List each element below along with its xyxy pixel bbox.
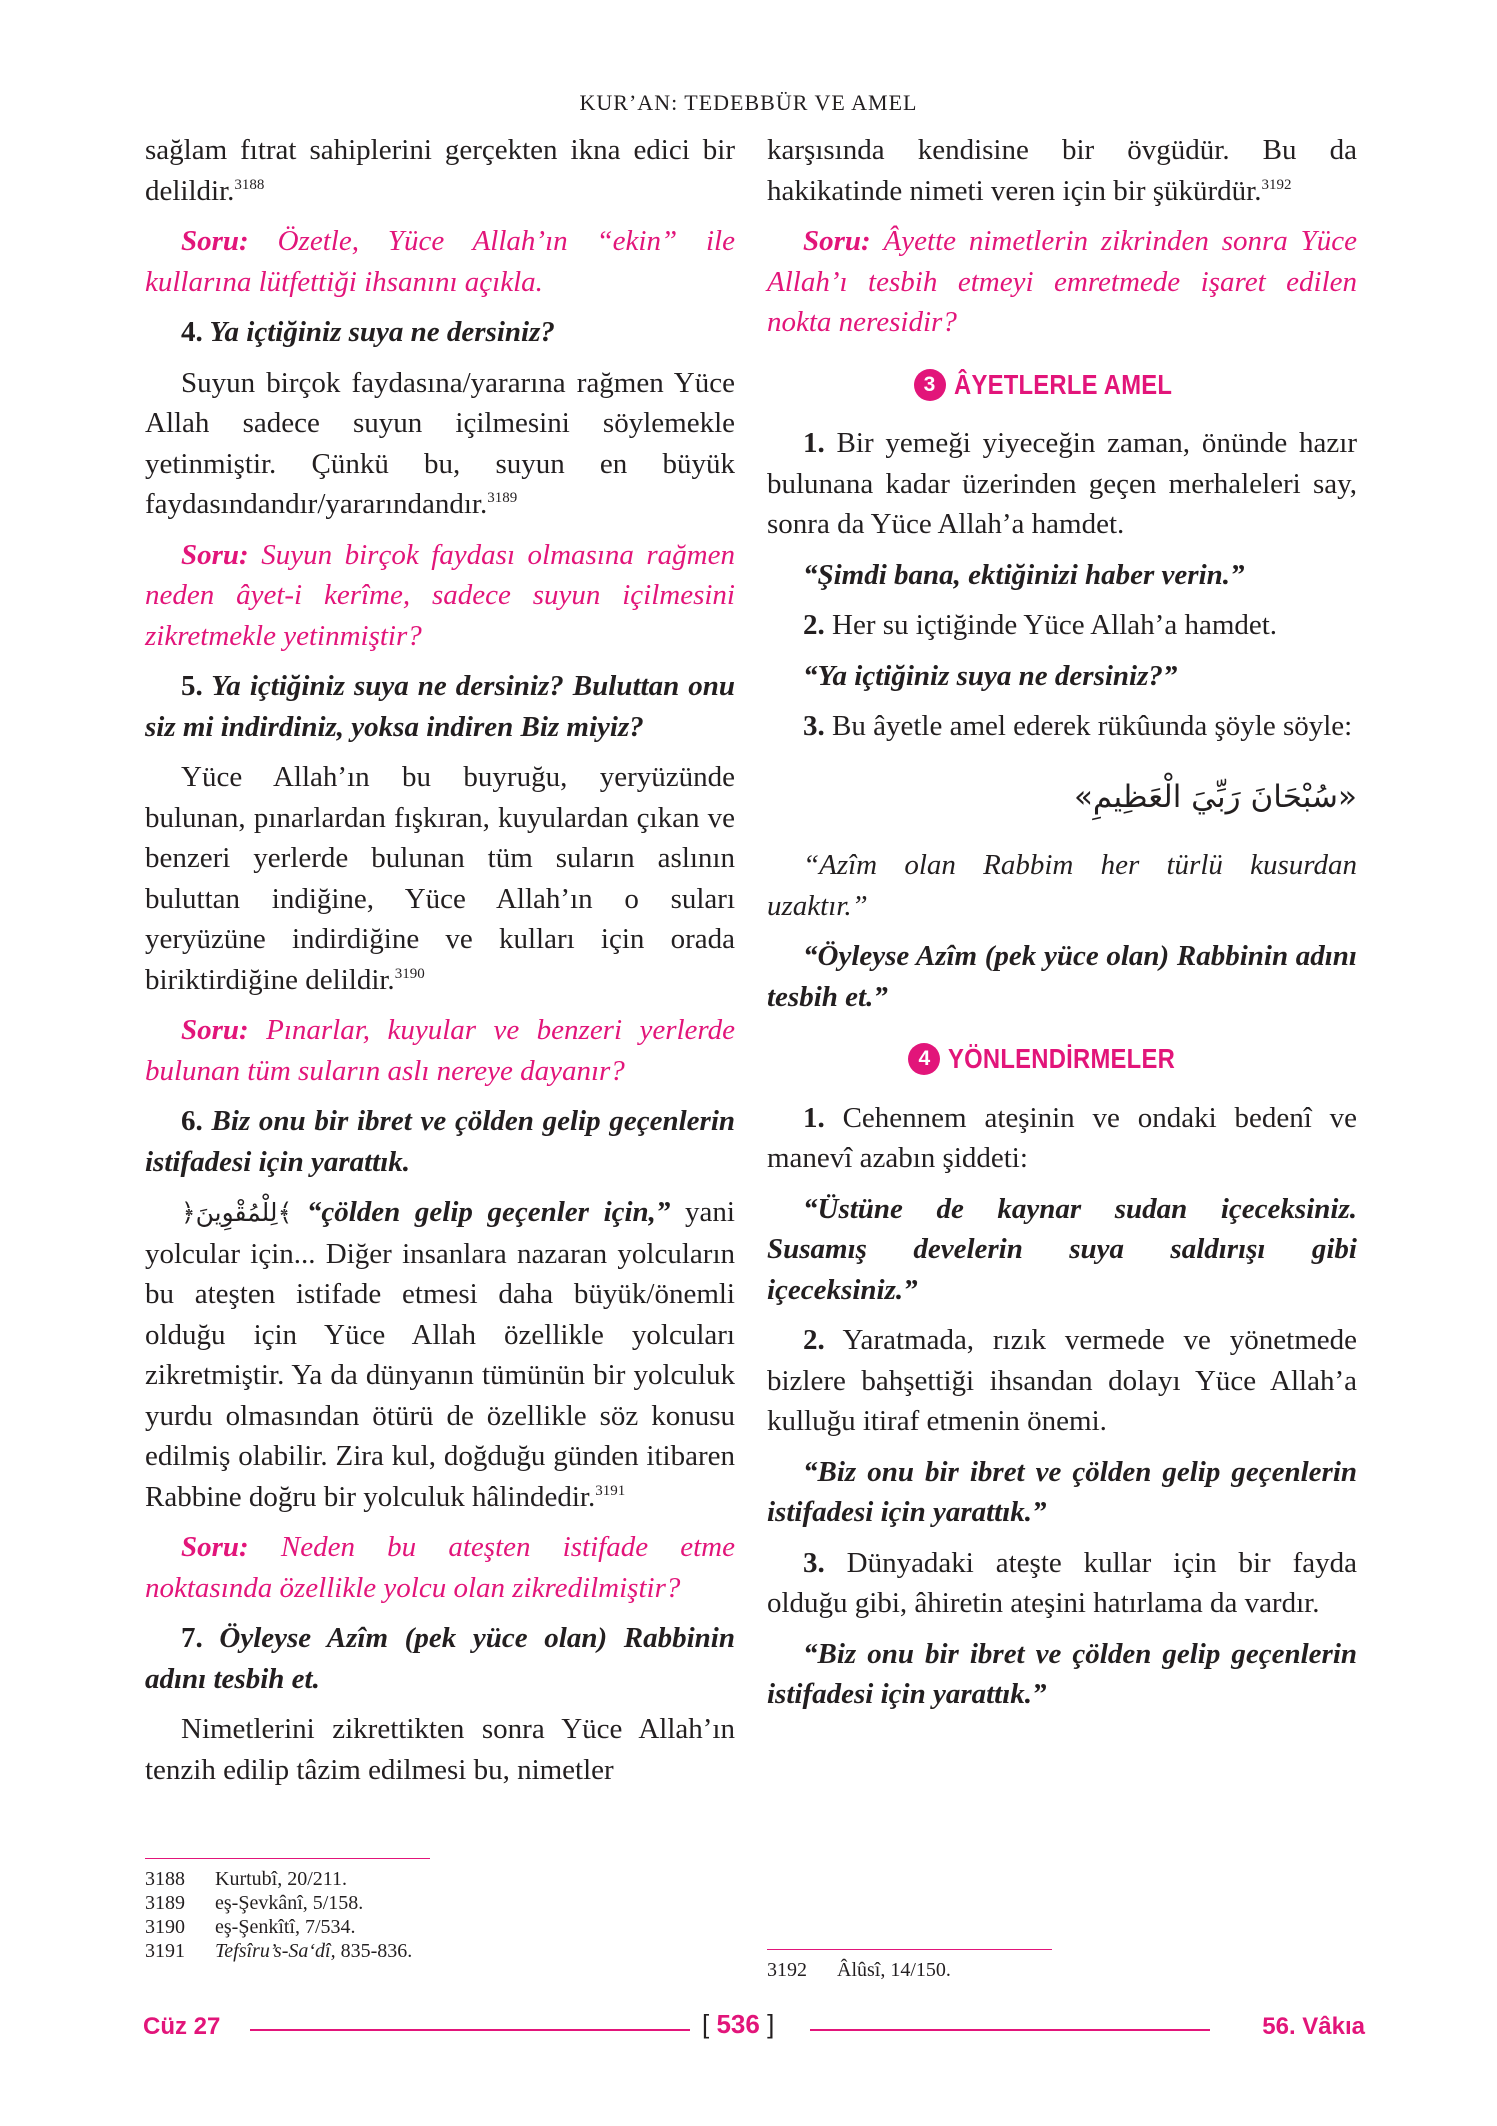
footnote-ref[interactable]: 3188 [234, 176, 265, 193]
footnote-ref[interactable]: 3189 [487, 490, 518, 506]
question: Soru: Suyun birçok faydası olmasına rağmen neden âyet-i kerîme, sadece suyun içilmesini zikretmekle yetinmiştir? [145, 538, 735, 652]
running-header: KUR’AN: TEDEBBÜR VE AMEL [579, 90, 918, 115]
verse-heading: 6. Biz onu bir ibret ve çölden gelip geçenlerin istifadesi için yarattık. [145, 1105, 735, 1178]
paragraph: 1. Bir yemeği yiyeceğin zaman, önünde hazır bulunana kadar üzerinden geçen merhaleleri say, sonra da Yüce Allah’a hamdet. [767, 427, 1357, 540]
verse-quote: “Biz onu bir ibret ve çölden gelip geçenlerin istifadesi için yarattık.” [767, 1455, 1357, 1528]
footnote: 3189 eş-Şevkânî, 5/158. [145, 1892, 364, 1914]
paragraph: karşısında kendisine bir övgüdür. Bu da hakikatinde nimeti veren için bir şükürdür.$^{3192}$ [767, 134, 1357, 207]
page-footer [0, 2009, 1497, 2053]
question: Soru: Âyette nimetlerin zikrinden sonra Yüce Allah’ı tesbih etmeyi emretmede işaret edilen nokta neresidir? [767, 225, 1357, 338]
paragraph: 1. Cehennem ateşinin ve ondaki bedenî ve manevî azabın şiddeti: [767, 1101, 1357, 1174]
paragraph: 3. Dünyadaki ateşte kullar için bir fayda olduğu gibi, âhiretin ateşini hatırlama da vardır. [767, 1546, 1357, 1619]
page-number: [ 536 ] [702, 2009, 775, 2039]
paragraph: sağlam fıtrat sahiplerini gerçekten ikna edici bir delildir.$^{3188}$ [145, 134, 735, 207]
paragraph: Suyun birçok faydasına/yararına rağmen Yüce Allah sadece suyun içilmesini söylemekle yetinmiştir. Çünkü bu, suyun en büyük faydasındandır/yararındandır.$^{3189}$ [145, 366, 735, 520]
verse-quote: “Öyleyse Azîm (pek yüce olan) Rabbinin adını tesbih et.” [767, 940, 1357, 1013]
footnote-rule [767, 1949, 1052, 1950]
question: Soru: Neden bu ateşten istifade etme noktasında özellikle yolcu olan zikredilmiştir? [145, 1531, 735, 1604]
question: Soru: Özetle, Yüce Allah’ın “ekin” ile kullarına lütfettiği ihsanını açıkla. [145, 225, 735, 298]
section-title: ÂYETLERLE AMEL [953, 368, 1172, 400]
juz-label: Cüz 27 [143, 2013, 221, 2040]
arabic-dhikr: «سُبْحَانَ رَبِّيَ الْعَظِيمِ» [1073, 778, 1357, 815]
sura-label: 56. Vâkıa [1262, 2013, 1365, 2040]
footnotes-left [145, 1867, 412, 1963]
verse-heading: 7. Öyleyse Azîm (pek yüce olan) Rabbinin adını tesbih et. [145, 1622, 735, 1695]
paragraph: 2. Her su içtiğinde Yüce Allah’a hamdet. [803, 609, 1278, 641]
left-column [145, 130, 735, 1800]
verse-heading: 4. Ya içtiğiniz suya ne dersiniz? [181, 316, 555, 348]
arabic-word: ﴿لِلْمُقْوِينَ﴾ [181, 1198, 293, 1227]
verse-quote: “Ya içtiğiniz suya ne dersiniz?” [803, 659, 1178, 692]
verse-heading: 5. Ya içtiğiniz suya ne dersiniz? Buluttan onu siz mi indirdiniz, yoksa indiren Biz miyiz? [145, 670, 735, 743]
footer-rule [810, 2029, 1210, 2031]
translation: “Azîm olan Rabbim her türlü kusurdan uzaktır.” [767, 849, 1357, 922]
verse-quote: “Şimdi bana, ektiğinizi haber verin.” [803, 558, 1245, 591]
paragraph: Yüce Allah’ın bu buyruğu, yeryüzünde bulunan, pınarlardan fışkıran, kuyulardan çıkan ve benzeri yerlerde bulunan tüm suların aslının buluttan indiğine, Yüce Allah’ın o suları yeryüzüne indirdiğine ve kulları için orada biriktirdiğine delildir.$^{3190}$ [145, 761, 735, 996]
footnote: 3191 Tefsîru’s-Sa‘dî, 835-836. [145, 1940, 413, 1962]
paragraph: Nimetlerini zikrettikten sonra Yüce Allah’ın tenzih edilip tâzim edilmesi bu, nimetler [145, 1713, 735, 1786]
section-heading-yonlendirmeler [767, 1039, 1357, 1080]
footnote-ref[interactable]: 3190 [394, 965, 425, 982]
footnote-rule [145, 1858, 430, 1859]
section-heading-ayetlerle-amel [767, 365, 1357, 406]
right-column [767, 130, 1357, 1725]
verse-quote: “Üstüne de kaynar sudan içeceksiniz. Susamış develerin suya saldırışı gibi içeceksiniz.” [767, 1192, 1357, 1306]
footnote: 3188 Kurtubî, 20/211. [145, 1868, 348, 1890]
verse-quote: “Biz onu bir ibret ve çölden gelip geçenlerin istifadesi için yarattık.” [767, 1637, 1357, 1710]
footnote: 3192 Âlûsî, 14/150. [767, 1959, 951, 1981]
footnote-ref[interactable]: 3192 [1261, 176, 1292, 193]
section-title: YÖNLENDİRMELER [948, 1043, 1176, 1074]
footnote: 3190 eş-Şenkîtî, 7/534. [145, 1916, 356, 1938]
section-number-badge: 4 [908, 1043, 940, 1075]
question: Soru: Pınarlar, kuyular ve benzeri yerlerde bulunan tüm suların aslı nereye dayanır? [145, 1014, 735, 1087]
footer-rule [250, 2029, 690, 2031]
footnote-ref[interactable]: 3191 [595, 1482, 626, 1499]
paragraph: ﴿لِلْمُقْوِينَ﴾ “çölden gelip geçenler için,” yani yolcular için... Diğer insanlara nazaran yolcuların bu ateşten istifade etmesi daha büyük/önemli olduğu için Yüce Allah özellikle yolcuları zikretmiştir. Ya da dünyanın tümünün bir yolculuk yurdu olmasından ötürü de özellikle söz konusu edilmiş olabilir. Zira kul, doğduğu günden itibaren Rabbine doğru bir yolculuk hâlindedir.$^{3191}$ [145, 1196, 735, 1513]
paragraph: 2. Yaratmada, rızık vermede ve yönetmede bizlere bahşettiği ihsandan dolayı Yüce Allah’a kulluğu itiraf etmenin önemi. [767, 1324, 1357, 1437]
footnotes-right [767, 1958, 951, 1982]
section-number-badge: 3 [914, 369, 946, 401]
paragraph: 3. Bu âyetle amel ederek rükûunda şöyle söyle: [803, 710, 1353, 742]
